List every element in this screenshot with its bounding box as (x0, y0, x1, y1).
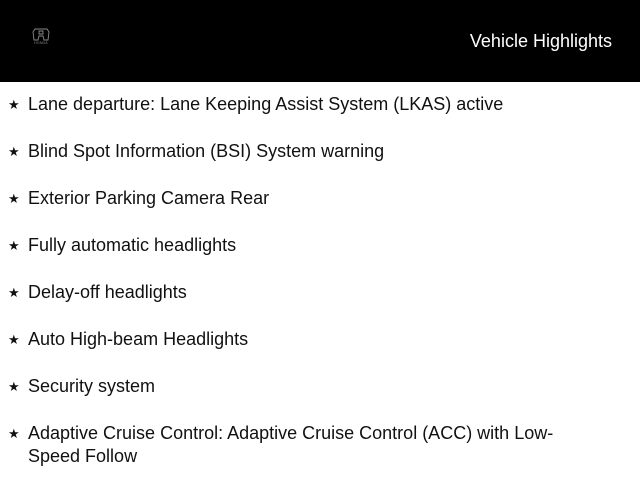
list-item (0, 328, 640, 351)
star-icon: ★ (8, 238, 20, 253)
star-icon: ★ (8, 97, 20, 112)
honda-logo-icon (26, 27, 56, 51)
list-item (0, 93, 640, 116)
star-icon: ★ (8, 144, 20, 159)
logo-text: HONDA (34, 41, 48, 45)
header-bar (0, 0, 640, 82)
star-icon: ★ (8, 332, 20, 347)
list-item-label: Auto High-beam Headlights (28, 329, 249, 349)
list-item-label: Exterior Parking Camera Rear (28, 188, 270, 208)
list-item (0, 375, 640, 398)
list-item-label: Fully automatic headlights (28, 235, 237, 255)
star-icon: ★ (8, 191, 20, 206)
list-item (0, 140, 640, 163)
list-item (0, 187, 640, 210)
page-title: Vehicle Highlights (469, 31, 612, 51)
star-icon: ★ (8, 285, 20, 300)
star-icon: ★ (8, 426, 20, 441)
list-item (0, 422, 640, 468)
list-item (0, 281, 640, 304)
star-icon: ★ (8, 379, 20, 394)
list-item-label: Adaptive Cruise Control: Adaptive Cruise Control (ACC) with Low-Speed Follow (28, 423, 554, 466)
list-item-label: Lane departure: Lane Keeping Assist System (LKAS) active (28, 94, 504, 114)
highlights-list (0, 93, 640, 492)
list-item-label: Security system (28, 376, 156, 396)
list-item-label: Blind Spot Information (BSI) System warning (28, 141, 385, 161)
list-item-label: Delay-off headlights (28, 282, 187, 302)
list-item (0, 234, 640, 257)
